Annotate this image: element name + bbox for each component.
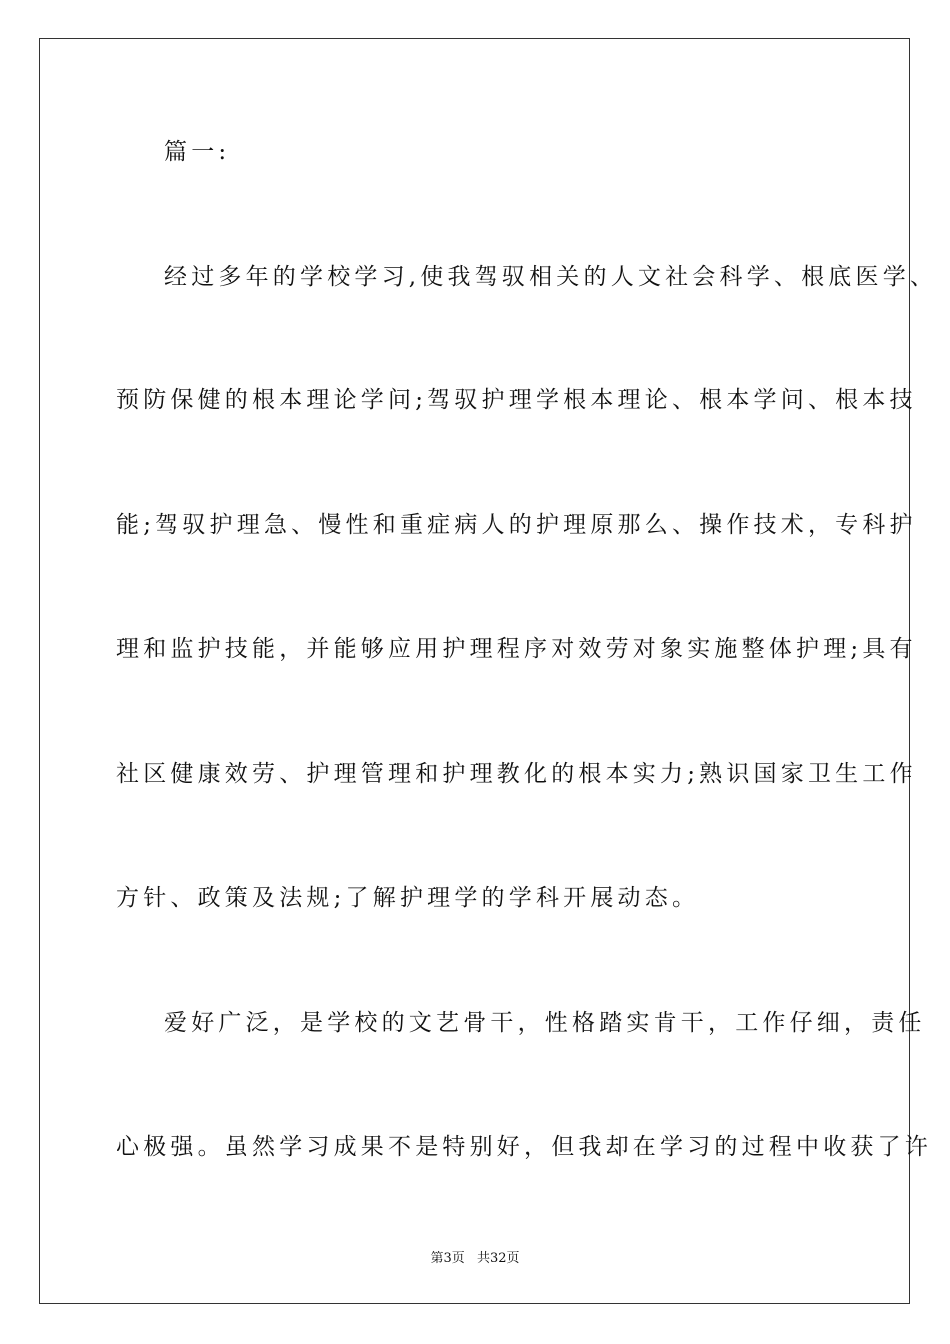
paragraph-line: 理和监护技能，并能够应用护理程序对效劳对象实施整体护理;具有	[116, 636, 917, 662]
page-total: 共32页	[476, 1251, 520, 1266]
paragraph-line: 社区健康效劳、护理管理和护理教化的根本实力;熟识国家卫生工作	[116, 761, 917, 787]
paragraph-line: 心极强。虽然学习成果不是特别好，但我却在学习的过程中收获了许	[116, 1134, 932, 1160]
paragraph-line: 方针、政策及法规;了解护理学的学科开展动态。	[116, 885, 700, 911]
page-footer	[0, 1247, 950, 1266]
paragraph-line: 预防保健的根本理论学问;驾驭护理学根本理论、根本学问、根本技	[116, 387, 917, 413]
page-frame	[39, 38, 938, 1304]
paragraph-line: 经过多年的学校学习,使我驾驭相关的人文社会科学、根底医学、	[164, 264, 938, 290]
paragraph-line: 能;驾驭护理急、慢性和重症病人的护理原那么、操作技术，专科护	[116, 512, 917, 538]
section-heading: 篇一:	[164, 139, 231, 165]
paragraph-line: 爱好广泛，是学校的文艺骨干，性格踏实肯干，工作仔细，责任	[164, 1010, 926, 1036]
page-number: 第3页	[430, 1251, 465, 1266]
